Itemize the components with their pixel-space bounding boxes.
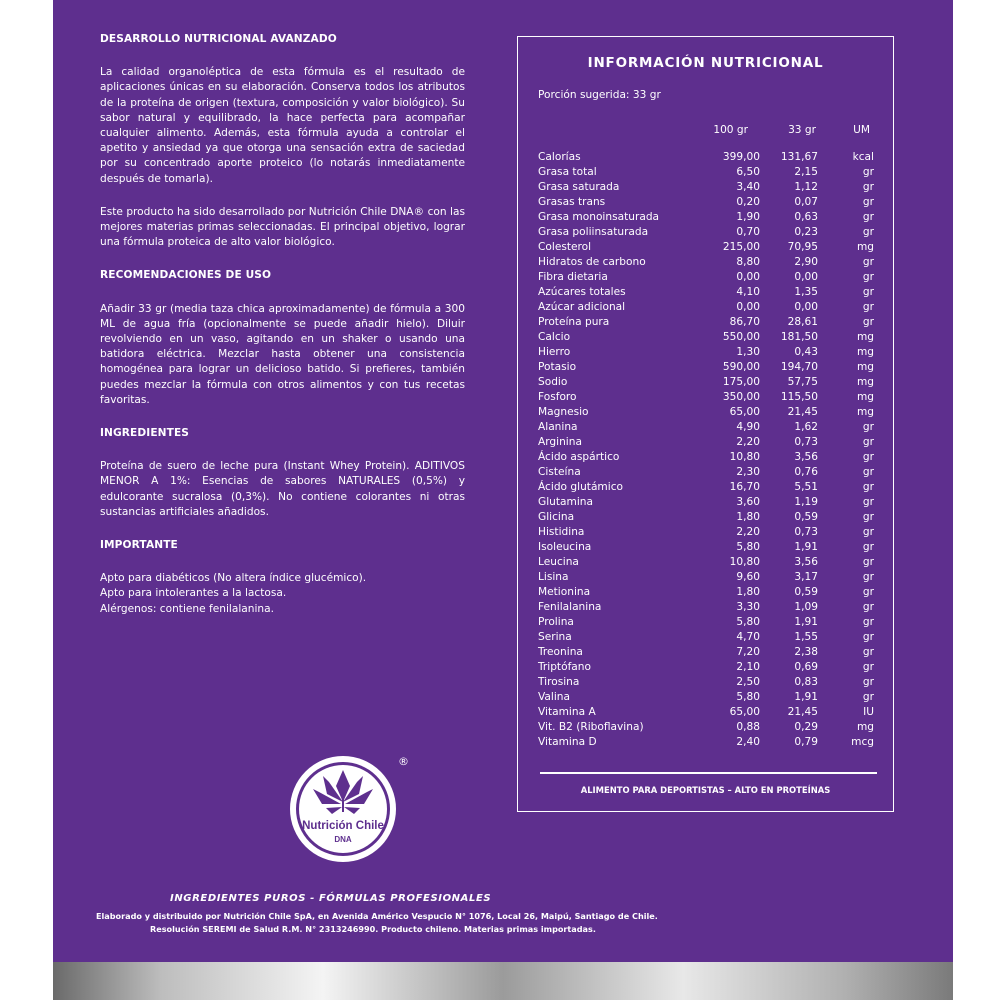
value-33gr: 1,35 [794,286,818,298]
manufacturer-info: Elaborado y distribuido por Nutrición Chile SpA, en Avenida Américo Vespucio N° 1076, Local 26, Maipú, Santiago de Chile. [96,911,658,921]
value-33gr: 3,56 [794,556,818,568]
nutrition-row [538,585,878,600]
nutrient-name: Azúcares totales [538,286,626,298]
brand-tagline: INGREDIENTES PUROS - FÓRMULAS PROFESIONALES [170,893,492,904]
ingredientes-paragraph: Proteína de suero de leche pura (Instant Whey Protein). ADITIVOS MENOR A 1%: Esencias de sabores NATURALES (0,5%) y edulcorante sucralosa (0,3%). No contiene colorantes ni otras sustancias artificiales añadidos. [100,460,465,518]
unit: gr [862,631,874,643]
header-33gr: 33 gr [788,124,816,136]
nutrition-row [538,315,878,330]
nutrition-row [538,270,878,285]
value-33gr: 115,50 [780,391,818,403]
value-100gr: 1,80 [736,586,760,598]
value-100gr: 4,90 [736,421,760,433]
unit: gr [862,211,874,223]
value-33gr: 0,69 [794,661,818,673]
nutrient-name: Ácido glutámico [538,481,623,493]
nutrient-name: Sodio [538,376,568,388]
unit: gr [862,511,874,523]
value-33gr: 1,91 [794,691,818,703]
value-33gr: 0,63 [794,211,818,223]
section-title-desarrollo: DESARROLLO NUTRICIONAL AVANZADO [100,33,337,45]
value-100gr: 550,00 [722,331,760,343]
value-33gr: 70,95 [787,241,818,253]
value-33gr: 1,55 [794,631,818,643]
value-100gr: 590,00 [722,361,760,373]
nutrition-row [538,150,878,165]
nutrition-row [538,510,878,525]
nutrition-row [538,195,878,210]
unit: gr [862,181,874,193]
value-100gr: 3,60 [736,496,760,508]
unit: gr [862,541,874,553]
nutrient-name: Lisina [538,571,569,583]
value-100gr: 0,70 [736,226,760,238]
value-33gr: 1,09 [794,601,818,613]
section-title-importante: IMPORTANTE [100,539,178,552]
value-100gr: 2,50 [736,676,760,688]
unit: gr [862,481,874,493]
unit: mg [856,376,874,388]
nutrient-name: Grasa saturada [538,181,620,193]
value-33gr: 131,67 [780,151,818,163]
nutrition-row [538,405,878,420]
nutrient-name: Hierro [538,346,571,358]
value-100gr: 1,30 [736,346,760,358]
value-100gr: 2,20 [736,526,760,538]
nutrient-name: Vit. B2 (Riboflavina) [538,721,644,733]
nutrient-name: Calorías [538,151,581,163]
nutrition-row [538,420,878,435]
nutrition-header-row [538,123,878,138]
nutrition-row [538,495,878,510]
nutrition-row [538,570,878,585]
section-title-recomendaciones: RECOMENDACIONES DE USO [100,269,272,282]
nutrition-row [538,720,878,735]
value-33gr: 2,90 [794,256,818,268]
nutrient-name: Azúcar adicional [538,301,626,313]
nutrient-name: Triptófano [538,661,591,673]
unit: gr [862,616,874,628]
nutrition-row [538,180,878,195]
value-33gr: 0,73 [794,436,818,448]
value-100gr: 7,20 [736,646,760,658]
unit: gr [862,436,874,448]
value-33gr: 0,23 [794,226,818,238]
logo-dna-text: DNA [334,835,352,844]
nutrient-name: Grasa poliinsaturada [538,226,649,238]
nutrition-row [538,525,878,540]
resolution-info: Resolución SEREMI de Salud R.M. N° 2313246990. Producto chileno. Materias primas importadas. [150,924,596,934]
value-33gr: 181,50 [780,331,818,343]
value-100gr: 2,30 [736,466,760,478]
unit: gr [862,676,874,688]
nutrition-divider [540,772,877,774]
unit: gr [862,586,874,598]
nutrient-name: Valina [538,691,571,703]
section-title-ingredientes: INGREDIENTES [100,427,190,440]
value-33gr: 0,76 [794,466,818,478]
unit: gr [862,601,874,613]
value-100gr: 10,80 [729,556,760,568]
nutrition-title: INFORMACIÓN NUTRICIONAL [587,55,824,71]
nutrition-row [538,540,878,555]
unit: mcg [851,736,874,748]
unit: gr [862,226,874,238]
value-100gr: 5,80 [736,616,760,628]
header-um: UM [853,124,870,136]
value-33gr: 3,17 [794,571,818,583]
value-33gr: 0,59 [794,586,818,598]
value-33gr: 0,43 [794,346,818,358]
nutrient-name: Grasa monoinsaturada [538,211,660,223]
value-100gr: 2,20 [736,436,760,448]
nutrition-footer: ALIMENTO PARA DEPORTISTAS – ALTO EN PROTEÍNAS [580,785,831,795]
unit: gr [862,316,874,328]
unit: gr [862,661,874,673]
nutrition-row [538,375,878,390]
value-100gr: 215,00 [722,241,760,253]
nutrition-row [538,600,878,615]
nutrient-name: Fenilalanina [538,601,602,613]
value-100gr: 3,30 [736,601,760,613]
unit: mg [856,331,874,343]
value-100gr: 65,00 [729,406,760,418]
importante-list [100,571,465,617]
value-33gr: 1,19 [794,496,818,508]
unit: gr [862,646,874,658]
unit: gr [862,691,874,703]
nutrition-row [538,465,878,480]
nutrient-name: Vitamina D [538,736,597,748]
value-100gr: 2,40 [736,736,760,748]
value-33gr: 3,56 [794,451,818,463]
unit: mg [856,406,874,418]
nutrient-name: Metionina [538,586,591,598]
metallic-strip [53,962,953,1000]
nutrition-row [538,735,878,750]
unit: IU [863,706,874,718]
value-33gr: 0,00 [794,301,818,313]
value-100gr: 4,70 [736,631,760,643]
value-100gr: 399,00 [722,151,760,163]
header-100gr: 100 gr [713,124,748,136]
nutrient-name: Prolina [538,616,574,628]
value-100gr: 0,00 [736,271,760,283]
unit: gr [862,496,874,508]
unit: gr [862,196,874,208]
unit: gr [862,166,874,178]
nutrient-name: Arginina [538,436,582,448]
value-100gr: 65,00 [729,706,760,718]
nutrition-row [538,240,878,255]
nutrition-row [538,285,878,300]
value-33gr: 0,00 [794,271,818,283]
value-33gr: 0,29 [794,721,818,733]
nutrient-name: Vitamina A [538,706,596,718]
nutrition-row [538,255,878,270]
nutrition-row [538,210,878,225]
unit: gr [862,466,874,478]
value-100gr: 86,70 [729,316,760,328]
unit: gr [862,421,874,433]
nutrient-name: Treonina [538,646,583,658]
nutrition-row [538,435,878,450]
nutrient-name: Potasio [538,361,577,373]
nutrition-row [538,615,878,630]
nutrition-row [538,480,878,495]
nutrition-row [538,165,878,180]
registered-mark: ® [398,755,409,768]
nutrition-row [538,330,878,345]
nutrient-name: Glutamina [538,496,593,508]
nutrient-name: Fibra dietaria [538,271,608,283]
unit: gr [862,286,874,298]
value-100gr: 350,00 [722,391,760,403]
nutrition-row [538,390,878,405]
value-100gr: 9,60 [736,571,760,583]
value-100gr: 5,80 [736,691,760,703]
value-100gr: 10,80 [729,451,760,463]
value-33gr: 0,07 [794,196,818,208]
nutrition-row [538,675,878,690]
nutrition-row [538,660,878,675]
value-33gr: 0,79 [794,736,818,748]
unit: mg [856,346,874,358]
nutrient-name: Hidratos de carbono [538,256,646,268]
nutrition-rows [518,150,893,750]
nutrition-row [538,690,878,705]
nutrient-name: Proteína pura [538,316,610,328]
value-100gr: 4,10 [736,286,760,298]
importante-line: Apto para diabéticos (No altera índice glucémico). [100,572,367,585]
nutrient-name: Histidina [538,526,585,538]
nutrient-name: Colesterol [538,241,592,253]
value-100gr: 8,80 [736,256,760,268]
value-100gr: 16,70 [729,481,760,493]
nutrient-name: Alanina [538,421,578,433]
value-100gr: 1,90 [736,211,760,223]
value-100gr: 1,80 [736,511,760,523]
value-33gr: 57,75 [787,376,818,388]
nutrient-name: Calcio [538,331,571,343]
nutrient-name: Serina [538,631,572,643]
value-33gr: 2,38 [794,646,818,658]
unit: kcal [852,151,874,163]
value-33gr: 5,51 [794,481,818,493]
value-100gr: 0,00 [736,301,760,313]
unit: mg [856,361,874,373]
importante-line: Alérgenos: contiene fenilalanina. [100,602,275,615]
unit: gr [862,556,874,568]
nutrient-name: Ácido aspártico [538,451,620,463]
value-33gr: 21,45 [787,706,818,718]
value-100gr: 2,10 [736,661,760,673]
desarrollo-paragraph-2: Este producto ha sido desarrollado por Nutrición Chile DNA® con las mejores materias primas seleccionadas. El principal objetivo, lograr una fórmula proteica de alto valor biológico. [100,205,465,249]
nutrition-row [538,345,878,360]
logo-brand-text: Nutrición Chile [302,820,384,832]
unit: mg [856,721,874,733]
unit: gr [862,451,874,463]
value-33gr: 2,15 [794,166,818,178]
nutricion-chile-logo [286,752,400,866]
unit: gr [862,571,874,583]
recomendaciones-paragraph: Añadir 33 gr (media taza chica aproximadamente) de fórmula a 300 ML de agua fría (opcionalmente se puede añadir hielo). Diluir revolviendo en un vaso, agitando en un shaker o usando una batidora eléctrica. Mezclar hasta obtener una consistencia homogénea para lograr un delicioso batido. Si prefieres, también puedes mezclar la fórmula con otros alimentos y con tus recetas favoritas. [100,302,465,406]
value-33gr: 28,61 [787,316,818,328]
nutrient-name: Magnesio [538,406,589,418]
value-33gr: 194,70 [780,361,818,373]
unit: mg [856,391,874,403]
desarrollo-paragraph-1: La calidad organoléptica de esta fórmula es el resultado de aplicaciones únicas en su elaboración. Conserva todos los atributos de la proteína de origen (textura, composición y valor biológico). Su sabor natural y equilibrado, la hace perfecta para acompañar cualquier alimento. Además, esta fórmula ayuda a controlar el apetito y ansiedad ya que otorga una sensación extra de saciedad por su concentrado aporte proteico (lo notarás inmediatamente después de tomarla). [100,66,465,185]
value-100gr: 3,40 [736,181,760,193]
value-100gr: 6,50 [736,166,760,178]
unit: gr [862,301,874,313]
nutrition-row [538,300,878,315]
nutrient-name: Grasas trans [538,196,606,208]
value-33gr: 1,91 [794,616,818,628]
nutrition-facts-box [517,36,894,812]
importante-line: Apto para intolerantes a la lactosa. [100,587,287,600]
unit: gr [862,271,874,283]
value-33gr: 0,73 [794,526,818,538]
nutrition-row [538,225,878,240]
nutrition-row [538,555,878,570]
nutrition-row [538,645,878,660]
value-100gr: 175,00 [722,376,760,388]
nutrient-name: Tirosina [538,676,580,688]
unit: mg [856,241,874,253]
nutrition-row [538,360,878,375]
nutrient-name: Glicina [538,511,575,523]
value-33gr: 0,59 [794,511,818,523]
nutrient-name: Grasa total [538,166,597,178]
nutrition-row [538,450,878,465]
nutrition-row [538,705,878,720]
unit: gr [862,256,874,268]
description-column [100,32,465,617]
value-100gr: 0,20 [736,196,760,208]
nutrient-name: Cisteína [538,466,581,478]
nutrient-name: Isoleucina [538,541,592,553]
unit: gr [862,526,874,538]
nutrient-name: Leucina [538,556,579,568]
value-100gr: 0,88 [736,721,760,733]
value-33gr: 1,91 [794,541,818,553]
value-33gr: 21,45 [787,406,818,418]
value-33gr: 1,12 [794,181,818,193]
nutrient-name: Fosforo [538,391,577,403]
value-100gr: 5,80 [736,541,760,553]
value-33gr: 0,83 [794,676,818,688]
portion-size: Porción sugerida: 33 gr [538,89,661,101]
nutrition-row [538,630,878,645]
value-33gr: 1,62 [794,421,818,433]
